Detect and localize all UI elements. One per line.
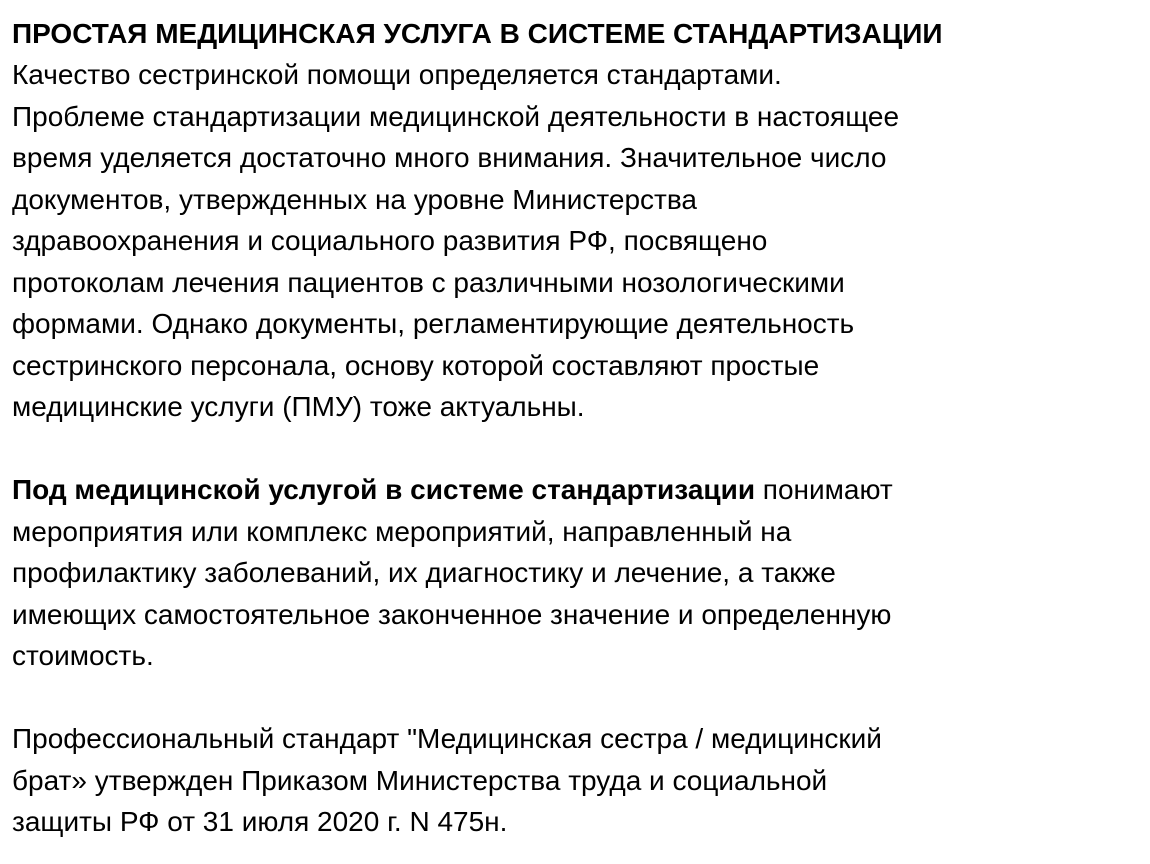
text-line: Качество сестринской помощи определяется стандартами. xyxy=(12,59,782,90)
text-line xyxy=(12,469,1140,511)
text-line: здравоохранения и социального развития РФ, посвящено xyxy=(12,225,768,256)
text-line: профилактику заболеваний, их диагностику и лечение, а также xyxy=(12,557,836,588)
text-line: мероприятия или комплекс мероприятий, направленный на xyxy=(12,515,792,547)
paragraph-nursing-standards xyxy=(12,54,1140,428)
paragraph-spacer xyxy=(12,428,1140,470)
text-line: брат» утвержден Приказом Министерства труда и социальной xyxy=(12,764,828,796)
text-line: протоколам лечения пациентов с различными нозологическими xyxy=(12,266,845,298)
text-line: сестринского персонала, основу которой составляют простые xyxy=(12,349,820,381)
text-line: Проблеме стандартизации медицинской деятельности в настоящее xyxy=(12,100,900,132)
text-line: время уделяется достаточно много внимания. Значительное число xyxy=(12,142,887,173)
page-title: ПРОСТАЯ МЕДИЦИНСКАЯ УСЛУГА В СИСТЕМЕ СТАНДАРТИЗАЦИИ xyxy=(12,18,943,49)
text-line: медицинские услуги (ПМУ) тоже актуальны. xyxy=(12,391,585,422)
definition-term: Под медицинской услугой в системе стандартизации xyxy=(12,474,756,505)
text-line: стоимость. xyxy=(12,640,154,671)
paragraph-spacer xyxy=(12,677,1140,719)
definition-term-continuation: понимают xyxy=(755,474,893,505)
text-line: документов, утвержденных на уровне Министерства xyxy=(12,183,697,215)
text-line: Профессиональный стандарт "Медицинская сестра / медицинский xyxy=(12,723,882,754)
paragraph-definition xyxy=(12,469,1140,677)
text-line: имеющих самостоятельное законченное значение и определенную xyxy=(12,598,892,630)
text-line: защиты РФ от 31 июля 2020 г. N 475н. xyxy=(12,806,508,837)
slide xyxy=(12,14,1140,843)
text-line: формами. Однако документы, регламентирующие деятельность xyxy=(12,308,855,339)
paragraph-professional-standard xyxy=(12,718,1140,843)
